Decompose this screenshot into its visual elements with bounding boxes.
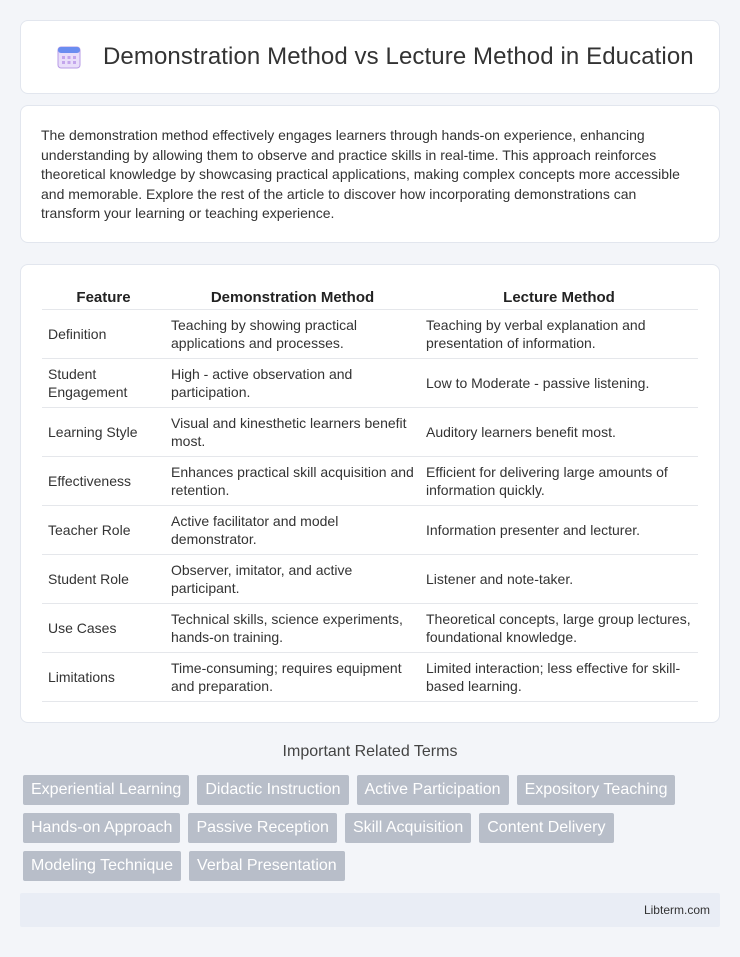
related-term-tag[interactable]: Passive Reception <box>188 813 337 843</box>
feature-cell: Student Engagement <box>42 358 165 407</box>
demonstration-cell: Technical skills, science experiments, hands-on training. <box>165 603 420 652</box>
related-term-tag[interactable]: Hands-on Approach <box>23 813 180 843</box>
related-terms-list <box>23 775 713 881</box>
lecture-cell: Information presenter and lecturer. <box>420 505 698 554</box>
feature-cell: Definition <box>42 309 165 358</box>
page-title: Demonstration Method vs Lecture Method in Education <box>103 43 694 70</box>
intro-card <box>20 105 720 243</box>
table-row <box>42 554 698 603</box>
column-header-demonstration: Demonstration Method <box>165 287 420 309</box>
feature-cell: Teacher Role <box>42 505 165 554</box>
header-card <box>20 20 720 94</box>
feature-cell: Learning Style <box>42 407 165 456</box>
related-term-tag[interactable]: Expository Teaching <box>517 775 676 805</box>
demonstration-cell: Teaching by showing practical applications and processes. <box>165 309 420 358</box>
lecture-cell: Low to Moderate - passive listening. <box>420 358 698 407</box>
table-row <box>42 456 698 505</box>
related-term-tag[interactable]: Modeling Technique <box>23 851 181 881</box>
lecture-cell: Auditory learners benefit most. <box>420 407 698 456</box>
lecture-cell: Teaching by verbal explanation and presentation of information. <box>420 309 698 358</box>
table-header-row <box>42 287 698 309</box>
related-term-tag[interactable]: Active Participation <box>357 775 509 805</box>
table-row <box>42 358 698 407</box>
comparison-table <box>42 287 698 702</box>
demonstration-cell: Active facilitator and model demonstrator. <box>165 505 420 554</box>
lecture-cell: Theoretical concepts, large group lectures, foundational knowledge. <box>420 603 698 652</box>
column-header-lecture: Lecture Method <box>420 287 698 309</box>
table-row <box>42 309 698 358</box>
feature-cell: Effectiveness <box>42 456 165 505</box>
intro-paragraph: The demonstration method effectively engages learners through hands-on experience, enhancing understanding by allowing them to observe and practice skills in real-time. This approach reinforces theoretical knowledge by showcasing practical applications, making complex concepts more accessible and memorable. Explore the rest of the article to discover how incorporating demonstrations can transform your learning or teaching experience. <box>41 127 680 221</box>
lecture-cell: Limited interaction; less effective for skill-based learning. <box>420 652 698 701</box>
related-term-tag[interactable]: Experiential Learning <box>23 775 189 805</box>
footer-site-link[interactable]: Libterm.com <box>643 903 710 917</box>
related-terms-title: Important Related Terms <box>282 743 458 760</box>
demonstration-cell: Observer, imitator, and active participant. <box>165 554 420 603</box>
table-row <box>42 652 698 701</box>
related-term-tag[interactable]: Verbal Presentation <box>189 851 345 881</box>
table-row <box>42 407 698 456</box>
column-header-feature: Feature <box>42 287 165 309</box>
table-row <box>42 505 698 554</box>
demonstration-cell: Enhances practical skill acquisition and retention. <box>165 456 420 505</box>
demonstration-cell: Visual and kinesthetic learners benefit most. <box>165 407 420 456</box>
feature-cell: Use Cases <box>42 603 165 652</box>
related-term-tag[interactable]: Didactic Instruction <box>197 775 348 805</box>
lecture-cell: Efficient for delivering large amounts of information quickly. <box>420 456 698 505</box>
feature-cell: Limitations <box>42 652 165 701</box>
comparison-table-card <box>20 264 720 723</box>
related-term-tag[interactable]: Content Delivery <box>479 813 613 843</box>
feature-cell: Student Role <box>42 554 165 603</box>
lecture-cell: Listener and note-taker. <box>420 554 698 603</box>
footer <box>20 893 720 927</box>
demonstration-cell: High - active observation and participation. <box>165 358 420 407</box>
related-term-tag[interactable]: Skill Acquisition <box>345 813 471 843</box>
demonstration-cell: Time-consuming; requires equipment and preparation. <box>165 652 420 701</box>
calendar-grid-icon <box>55 43 83 71</box>
table-row <box>42 603 698 652</box>
